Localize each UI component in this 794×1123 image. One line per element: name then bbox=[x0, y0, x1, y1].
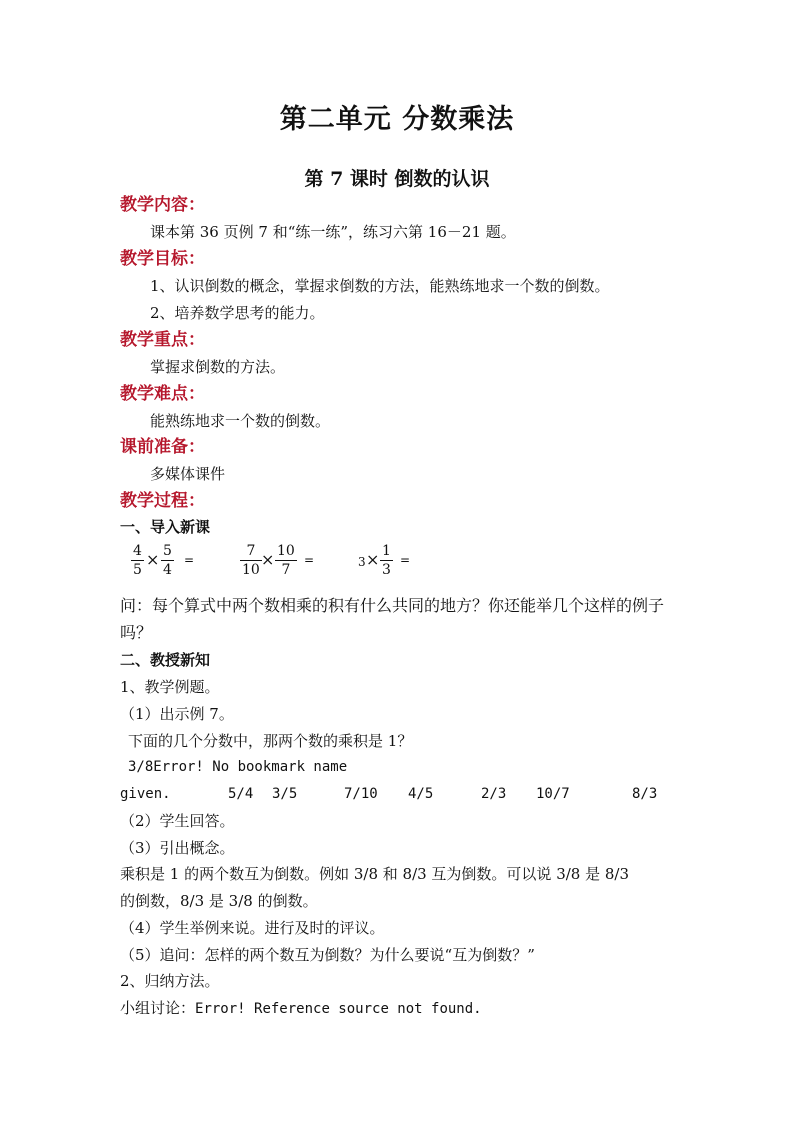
concept-line-1: 乘积是 1 的两个数互为倒数。例如 3/8 和 8/3 互为倒数。可以说 3/8 是 8/3 bbox=[120, 865, 630, 883]
preparation-heading: 课前准备： bbox=[120, 437, 205, 457]
equals-sign: = bbox=[184, 553, 195, 567]
step-1: 1、教学例题。 bbox=[120, 678, 220, 696]
reference-error-text: Error! Reference source not found. bbox=[195, 1001, 482, 1017]
given-text: given. bbox=[120, 786, 171, 802]
fraction-item: 8/3 bbox=[632, 786, 658, 802]
goal-item-1: 1、认识倒数的概念，掌握求倒数的方法，能熟练地求一个数的倒数。 bbox=[150, 277, 610, 295]
step-2: 2、归纳方法。 bbox=[120, 972, 220, 990]
sub-step-3: （3）引出概念。 bbox=[120, 839, 235, 857]
part2-heading: 二、教授新知 bbox=[120, 651, 211, 669]
times-sign: × bbox=[146, 550, 160, 569]
example-question: 下面的几个分数中，那两个数的乘积是 1？ bbox=[128, 732, 413, 750]
fraction-item: 7/10 bbox=[344, 786, 378, 802]
process-heading: 教学过程： bbox=[120, 491, 205, 511]
lesson-title: 第 7 课时 倒数的认识 bbox=[304, 168, 490, 190]
fraction: $\frac{1}{3}$ bbox=[382, 543, 391, 578]
question-line-2: 吗？ bbox=[120, 623, 153, 642]
fraction-item: 10/7 bbox=[536, 786, 570, 802]
goal-item-2: 2、培养数学思考的能力。 bbox=[150, 304, 325, 322]
key-text: 掌握求倒数的方法。 bbox=[150, 358, 286, 376]
key-heading: 教学重点： bbox=[120, 330, 205, 350]
goal-heading: 教学目标： bbox=[120, 249, 205, 269]
fraction-item: 2/3 bbox=[481, 786, 507, 802]
fraction: $\frac{7}{10}$ bbox=[242, 543, 260, 578]
sub-step-4: （4）学生举例来说。进行及时的评议。 bbox=[120, 919, 385, 937]
sub-step-2: （2）学生回答。 bbox=[120, 812, 235, 830]
equals-sign: = bbox=[304, 553, 315, 567]
preparation-text: 多媒体课件 bbox=[150, 465, 226, 483]
times-sign: × bbox=[261, 550, 275, 569]
fractions-row bbox=[120, 781, 680, 807]
question-line-1: 问：每个算式中两个数相乘的积有什么共同的地方？你还能举几个这样的例子 bbox=[120, 596, 665, 615]
group-discussion bbox=[120, 995, 482, 1022]
whole-number: 3 bbox=[358, 555, 366, 569]
content-text: 课本第 36 页例 7 和“练一练”，练习六第 16－21 题。 bbox=[150, 223, 516, 241]
sub-step-1: （1）出示例 7。 bbox=[120, 705, 234, 723]
unit-title: 第二单元 分数乘法 bbox=[279, 104, 515, 135]
fraction: $\frac{5}{4}$ bbox=[163, 543, 172, 578]
fraction-item: 5/4 bbox=[228, 786, 254, 802]
discussion-label: 小组讨论： bbox=[120, 999, 196, 1017]
fraction: $\frac{4}{5}$ bbox=[133, 543, 142, 578]
fraction-item: 3/5 bbox=[272, 786, 298, 802]
content-heading: 教学内容： bbox=[120, 195, 205, 215]
fraction: $\frac{10}{7}$ bbox=[277, 543, 295, 578]
times-sign: × bbox=[366, 550, 380, 569]
equals-sign: = bbox=[400, 553, 411, 567]
part1-heading: 一、导入新课 bbox=[120, 518, 211, 536]
difficulty-heading: 教学难点： bbox=[120, 384, 205, 404]
bookmark-error-text: 3/8Error! No bookmark name bbox=[128, 759, 348, 775]
sub-step-5: （5）追问：怎样的两个数互为倒数？为什么要说“互为倒数？” bbox=[120, 946, 535, 964]
concept-line-2: 的倒数，8/3 是 3/8 的倒数。 bbox=[120, 892, 318, 910]
difficulty-text: 能熟练地求一个数的倒数。 bbox=[150, 412, 331, 430]
fraction-item: 4/5 bbox=[408, 786, 434, 802]
